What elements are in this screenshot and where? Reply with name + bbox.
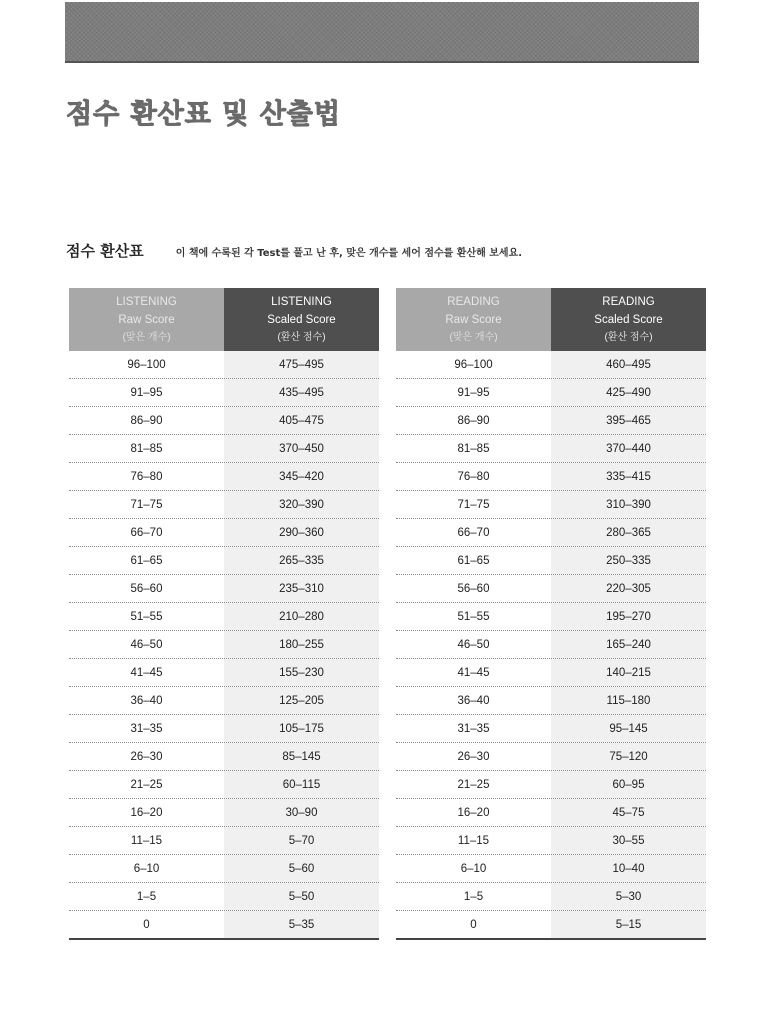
scaled-score-cell: 5–15 <box>551 911 706 938</box>
header-line: Raw Score <box>118 313 175 326</box>
raw-score-cell: 36–40 <box>457 694 490 707</box>
scaled-score-cell: 85–145 <box>224 743 379 770</box>
table-row <box>396 491 706 519</box>
table-row <box>396 407 706 435</box>
scaled-score-cell: 95–145 <box>551 715 706 742</box>
raw-score-header <box>69 288 224 351</box>
scaled-score-cell: 140–215 <box>551 659 706 686</box>
scaled-score-cell: 125–205 <box>224 687 379 714</box>
header-line: (맞은 개수) <box>449 331 498 343</box>
table-row <box>69 463 379 491</box>
reading-score-table <box>396 288 706 940</box>
header-line: (환산 점수) <box>604 331 653 343</box>
scaled-score-cell: 395–465 <box>551 407 706 434</box>
scaled-score-cell: 335–415 <box>551 463 706 490</box>
raw-score-cell: 81–85 <box>130 442 163 455</box>
table-row <box>396 771 706 799</box>
header-line: LISTENING <box>271 295 332 308</box>
table-row <box>396 463 706 491</box>
table-row <box>396 547 706 575</box>
table-header <box>396 288 706 351</box>
table-row <box>396 435 706 463</box>
raw-score-cell: 61–65 <box>130 554 163 567</box>
section-title: 점수 환산표 <box>66 242 144 260</box>
raw-score-cell: 6–10 <box>133 862 160 875</box>
scaled-score-cell: 10–40 <box>551 855 706 882</box>
raw-score-cell: 86–90 <box>130 414 163 427</box>
scaled-score-cell: 310–390 <box>551 491 706 518</box>
raw-score-cell: 16–20 <box>130 806 163 819</box>
raw-score-cell: 76–80 <box>130 470 163 483</box>
table-header <box>69 288 379 351</box>
table-row <box>69 603 379 631</box>
scaled-score-cell: 5–70 <box>224 827 379 854</box>
table-row <box>396 519 706 547</box>
raw-score-cell: 71–75 <box>130 498 163 511</box>
raw-score-cell: 0 <box>470 918 477 931</box>
raw-score-cell: 91–95 <box>130 386 163 399</box>
raw-score-cell: 56–60 <box>457 582 490 595</box>
scaled-score-cell: 235–310 <box>224 575 379 602</box>
scaled-score-cell: 290–360 <box>224 519 379 546</box>
scaled-score-cell: 195–270 <box>551 603 706 630</box>
table-row <box>69 407 379 435</box>
raw-score-cell: 0 <box>143 918 150 931</box>
raw-score-cell: 31–35 <box>457 722 490 735</box>
table-row <box>396 687 706 715</box>
header-line: READING <box>447 295 500 308</box>
table-row <box>396 631 706 659</box>
table-row <box>69 855 379 883</box>
table-row <box>69 575 379 603</box>
raw-score-cell: 31–35 <box>130 722 163 735</box>
table-row <box>396 855 706 883</box>
raw-score-cell: 16–20 <box>457 806 490 819</box>
raw-score-cell: 71–75 <box>457 498 490 511</box>
scaled-score-cell: 5–60 <box>224 855 379 882</box>
raw-score-cell: 51–55 <box>457 610 490 623</box>
section-description: 이 책에 수록된 각 Test를 풀고 난 후, 맞은 개수를 세어 점수를 환산해 보세요. <box>175 248 523 259</box>
section-heading <box>66 240 522 261</box>
raw-score-cell: 11–15 <box>457 834 490 847</box>
table-row <box>69 631 379 659</box>
table-row <box>69 547 379 575</box>
scaled-score-cell: 405–475 <box>224 407 379 434</box>
raw-score-cell: 41–45 <box>130 666 163 679</box>
scaled-score-cell: 250–335 <box>551 547 706 574</box>
header-line: LISTENING <box>116 295 177 308</box>
table-row <box>396 659 706 687</box>
raw-score-header <box>396 288 551 351</box>
table-row <box>69 911 379 938</box>
header-line: (환산 점수) <box>277 331 326 343</box>
scaled-score-cell: 425–490 <box>551 379 706 406</box>
table-row <box>396 603 706 631</box>
scaled-score-cell: 5–35 <box>224 911 379 938</box>
scaled-score-cell: 155–230 <box>224 659 379 686</box>
table-row <box>69 351 379 379</box>
raw-score-cell: 61–65 <box>457 554 490 567</box>
table-row <box>396 911 706 938</box>
raw-score-cell: 41–45 <box>457 666 490 679</box>
header-line: (맞은 개수) <box>122 331 171 343</box>
table-row <box>69 799 379 827</box>
scaled-score-cell: 30–55 <box>551 827 706 854</box>
scaled-score-cell: 30–90 <box>224 799 379 826</box>
table-body <box>69 351 379 940</box>
table-row <box>69 827 379 855</box>
raw-score-cell: 21–25 <box>130 778 163 791</box>
raw-score-cell: 96–100 <box>454 358 493 371</box>
raw-score-cell: 36–40 <box>130 694 163 707</box>
raw-score-cell: 21–25 <box>457 778 490 791</box>
scaled-score-cell: 5–50 <box>224 883 379 910</box>
scaled-score-header <box>551 288 706 351</box>
table-row <box>69 771 379 799</box>
table-row <box>396 575 706 603</box>
scaled-score-cell: 460–495 <box>551 351 706 378</box>
header-line: Scaled Score <box>594 313 663 326</box>
scaled-score-cell: 265–335 <box>224 547 379 574</box>
header-line: Raw Score <box>445 313 502 326</box>
scaled-score-cell: 280–365 <box>551 519 706 546</box>
scaled-score-cell: 165–240 <box>551 631 706 658</box>
table-row <box>396 715 706 743</box>
scaled-score-cell: 475–495 <box>224 351 379 378</box>
scaled-score-cell: 180–255 <box>224 631 379 658</box>
scaled-score-cell: 105–175 <box>224 715 379 742</box>
table-row <box>396 883 706 911</box>
table-row <box>69 715 379 743</box>
scaled-score-cell: 75–120 <box>551 743 706 770</box>
raw-score-cell: 86–90 <box>457 414 490 427</box>
table-row <box>69 379 379 407</box>
table-row <box>69 883 379 911</box>
header-line: READING <box>602 295 655 308</box>
table-row <box>69 491 379 519</box>
raw-score-cell: 66–70 <box>130 526 163 539</box>
table-row <box>396 351 706 379</box>
scaled-score-cell: 5–30 <box>551 883 706 910</box>
table-row <box>69 743 379 771</box>
listening-score-table <box>69 288 379 940</box>
scaled-score-cell: 45–75 <box>551 799 706 826</box>
table-body <box>396 351 706 940</box>
scaled-score-cell: 115–180 <box>551 687 706 714</box>
raw-score-cell: 1–5 <box>136 890 157 903</box>
raw-score-cell: 66–70 <box>457 526 490 539</box>
table-row <box>396 743 706 771</box>
table-row <box>69 519 379 547</box>
scaled-score-cell: 320–390 <box>224 491 379 518</box>
raw-score-cell: 1–5 <box>463 890 484 903</box>
raw-score-cell: 46–50 <box>457 638 490 651</box>
scaled-score-header <box>224 288 379 351</box>
header-line: Scaled Score <box>267 313 336 326</box>
raw-score-cell: 96–100 <box>127 358 166 371</box>
scaled-score-cell: 60–115 <box>224 771 379 798</box>
raw-score-cell: 56–60 <box>130 582 163 595</box>
scaled-score-cell: 210–280 <box>224 603 379 630</box>
raw-score-cell: 26–30 <box>457 750 490 763</box>
table-row <box>69 687 379 715</box>
raw-score-cell: 11–15 <box>130 834 163 847</box>
raw-score-cell: 46–50 <box>130 638 163 651</box>
scaled-score-cell: 220–305 <box>551 575 706 602</box>
raw-score-cell: 91–95 <box>457 386 490 399</box>
scaled-score-cell: 345–420 <box>224 463 379 490</box>
raw-score-cell: 81–85 <box>457 442 490 455</box>
table-row <box>69 659 379 687</box>
raw-score-cell: 76–80 <box>457 470 490 483</box>
scaled-score-cell: 60–95 <box>551 771 706 798</box>
table-row <box>396 827 706 855</box>
raw-score-cell: 26–30 <box>130 750 163 763</box>
raw-score-cell: 6–10 <box>460 862 487 875</box>
header-band <box>65 2 699 63</box>
table-row <box>69 435 379 463</box>
table-row <box>396 799 706 827</box>
page-title: 점수 환산표 및 산출법 <box>66 99 341 130</box>
raw-score-cell: 51–55 <box>130 610 163 623</box>
table-row <box>396 379 706 407</box>
scaled-score-cell: 435–495 <box>224 379 379 406</box>
scaled-score-cell: 370–440 <box>551 435 706 462</box>
scaled-score-cell: 370–450 <box>224 435 379 462</box>
